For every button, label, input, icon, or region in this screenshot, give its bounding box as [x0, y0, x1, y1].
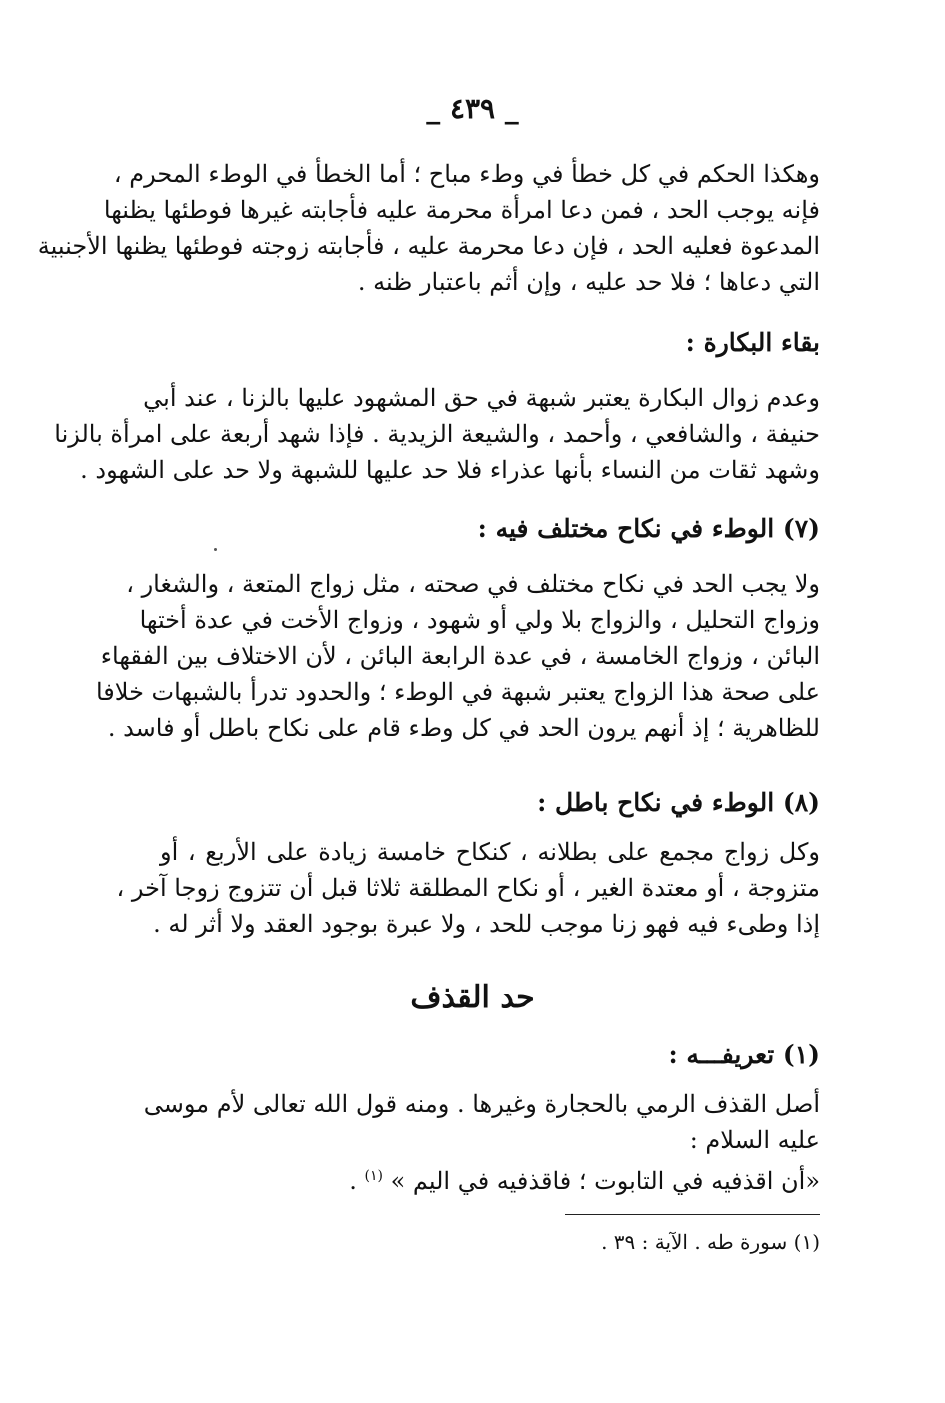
paragraph-line: وشهد ثقات من النساء بأنها عذراء فلا حد عليها للشبهة ولا حد على الشهود .	[80, 456, 820, 484]
paragraph-error-in-intercourse	[37, 160, 820, 304]
paragraph-line: وكل زواج مجمع على بطلانه ، كنكاح خامسة زيادة على الأربع ، أو	[160, 838, 820, 866]
paragraph-line: عليه السلام :	[689, 1126, 820, 1154]
paragraph-definition	[143, 1090, 820, 1198]
section-disputed-marriage	[160, 514, 820, 550]
footnote-divider	[565, 1214, 820, 1215]
section-heading: بقاء البكارة :	[685, 328, 820, 357]
paragraph-disputed-marriage	[95, 570, 820, 750]
paragraph-virginity	[54, 384, 820, 492]
section-heading: (٧) الوطء في نكاح مختلف فيه :	[477, 514, 820, 543]
section-void-marriage	[160, 788, 820, 824]
paragraph-line: فإنه يوجب الحد ، فمن دعا امرأة محرمة عليه فأجابته غيرها فوطئها يظنها	[103, 196, 820, 224]
paragraph-line: ولا يجب الحد في نكاح مختلف في صحته ، مثل زواج المتعة ، والشغار ،	[126, 570, 820, 598]
quote-end: .	[349, 1167, 365, 1195]
quran-quote	[160, 1162, 820, 1198]
paragraph-line: متزوجة ، أو معتدة الغير ، أو نكاح المطلقة ثلاثا قبل أن تتزوج زوجا آخر ،	[116, 874, 820, 902]
paragraph-line: للظاهرية ؛ إذ أنهم يرون الحد في كل وطء قام على نكاح باطل أو فاسد .	[107, 714, 820, 742]
paragraph-void-marriage	[116, 838, 820, 946]
section-definition	[160, 1040, 820, 1076]
section-virginity	[160, 328, 820, 364]
paragraph-line: التي دعاها ؛ فلا حد عليه ، وإن أثم باعتبار ظنه .	[357, 268, 820, 296]
paragraph-line: وهكذا الحكم في كل خطأ في وطء مباح ؛ أما الخطأ في الوطء المحرم ،	[113, 160, 820, 188]
page-number: _ ٤٣٩ _	[426, 92, 519, 125]
chapter-title: حد القذف	[410, 980, 535, 1015]
paragraph-line: إذا وطىء فيه فهو زنا موجب للحد ، ولا عبرة بوجود العقد ولا أثر له .	[153, 910, 820, 938]
paragraph-line: وعدم زوال البكارة يعتبر شبهة في حق المشهود عليها بالزنا ، عند أبي	[143, 384, 820, 412]
paragraph-line: وزواج التحليل ، والزواج بلا ولي أو شهود ، وزواج الأخت في عدة أختها	[139, 606, 820, 634]
scan-speck	[214, 548, 217, 551]
footnote-marker: (١)	[364, 1168, 383, 1184]
footnote: (١) سورة طه . الآية : ٣٩ .	[601, 1230, 820, 1254]
paragraph-line: على صحة هذا الزواج يعتبر شبهة في الوطء ؛ والحدود تدرأ بالشبهات خلافا	[95, 678, 820, 706]
paragraph-line: حنيفة ، والشافعي ، وأحمد ، والشيعة الزيدية . فإذا شهد أربعة على امرأة بالزنا	[54, 420, 820, 448]
section-heading: (٨) الوطء في نكاح باطل :	[537, 788, 820, 817]
section-heading: (١) تعريفـــه :	[668, 1040, 820, 1069]
paragraph-line: البائن ، وزواج الخامسة ، في عدة الرابعة البائن ، لأن الاختلاف بين الفقهاء	[100, 642, 820, 670]
paragraph-line: المدعوة فعليه الحد ، فإن دعا محرمة عليه ، فأجابته زوجته فوطئها يظنها الأجنبية	[37, 232, 820, 260]
quote-text: «أن اقذفيه في التابوت ؛ فاقذفيه في اليم »	[382, 1167, 820, 1195]
paragraph-line: أصل القذف الرمي بالحجارة وغيرها . ومنه قول الله تعالى لأم موسى	[143, 1090, 820, 1118]
